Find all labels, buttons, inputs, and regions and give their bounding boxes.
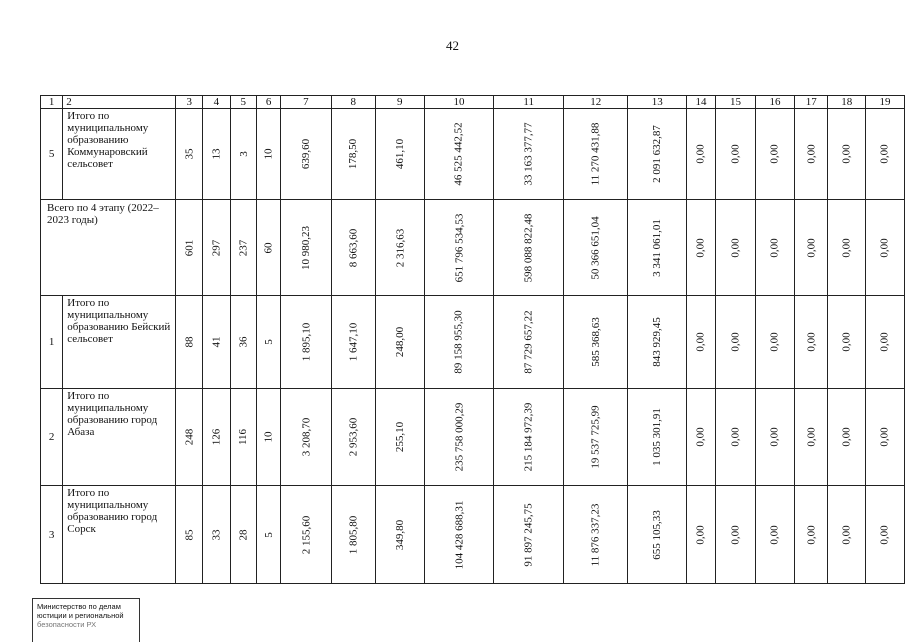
budget-table (40, 95, 905, 584)
value-cell (494, 200, 564, 296)
value-text: 33 (210, 529, 223, 540)
value-text: 248 (183, 428, 196, 446)
value-text: 3 (237, 151, 250, 157)
value-cell (866, 109, 905, 200)
value-text: 0,00 (805, 427, 818, 447)
value-cell (281, 109, 331, 200)
value-cell (257, 296, 281, 389)
value-text: 0,00 (694, 427, 707, 447)
value-cell (176, 109, 203, 200)
value-text: 11 270 431,88 (589, 122, 602, 186)
value-text: 0,00 (840, 144, 853, 164)
table-row (41, 200, 905, 296)
value-text: 0,00 (805, 144, 818, 164)
value-cell (715, 109, 755, 200)
header-cell: 15 (715, 96, 755, 109)
value-text: 0,00 (879, 144, 891, 164)
value-cell (376, 296, 425, 389)
value-text: 0,00 (840, 524, 853, 545)
header-cell: 1 (41, 96, 63, 109)
header-cell: 5 (230, 96, 257, 109)
value-text: 104 428 688,31 (452, 500, 465, 569)
value-text: 60 (262, 242, 275, 253)
value-text: 10 980,23 (299, 225, 312, 270)
value-text: 2 953,60 (347, 417, 360, 457)
value-cell (564, 296, 628, 389)
value-cell (794, 109, 828, 200)
value-text: 89 158 955,30 (452, 310, 465, 374)
value-text: 0,00 (805, 332, 818, 352)
value-text: 461,10 (393, 138, 406, 170)
value-cell (564, 486, 628, 584)
value-text: 88 (183, 336, 196, 348)
value-cell (281, 486, 331, 584)
value-text: 1 647,10 (347, 322, 360, 362)
value-cell (257, 389, 281, 486)
value-cell (628, 200, 687, 296)
value-cell (376, 109, 425, 200)
row-name: Итого по муниципальному образованию Бейский сельсовет (63, 296, 176, 389)
value-cell (828, 486, 866, 584)
value-text: 639,60 (299, 138, 312, 170)
value-text: 297 (210, 239, 223, 256)
value-text: 0,00 (879, 332, 891, 352)
value-text: 178,50 (347, 138, 360, 170)
table-row (41, 389, 905, 486)
value-text: 0,00 (769, 427, 782, 447)
value-cell (628, 389, 687, 486)
header-cell: 3 (176, 96, 203, 109)
value-cell (828, 200, 866, 296)
value-text: 36 (237, 336, 250, 348)
value-cell (376, 200, 425, 296)
value-text: 585 368,63 (589, 317, 602, 367)
value-cell (203, 109, 230, 200)
header-cell: 18 (828, 96, 866, 109)
value-cell (230, 486, 257, 584)
value-text: 0,00 (879, 524, 891, 545)
value-cell (424, 486, 494, 584)
value-text: 2 091 632,87 (651, 125, 664, 183)
value-cell (866, 486, 905, 584)
value-text: 0,00 (879, 427, 891, 447)
value-text: 11 876 337,23 (589, 503, 602, 566)
header-cell: 16 (756, 96, 795, 109)
row-name: Итого по муниципальному образованию город Сорск (63, 486, 176, 584)
value-text: 237 (237, 239, 250, 256)
value-text: 0,00 (729, 237, 742, 258)
value-cell (424, 389, 494, 486)
header-cell: 10 (424, 96, 494, 109)
value-cell (230, 296, 257, 389)
table-row (41, 486, 905, 584)
header-cell: 19 (866, 96, 905, 109)
value-cell (494, 296, 564, 389)
registration-stamp (32, 598, 140, 642)
value-text: 50 366 651,04 (589, 215, 602, 280)
value-text: 8 663,60 (347, 228, 360, 267)
value-cell (687, 389, 716, 486)
value-text: 0,00 (729, 144, 742, 164)
value-cell (756, 389, 795, 486)
value-cell (257, 200, 281, 296)
value-cell (866, 200, 905, 296)
header-row (41, 96, 905, 109)
value-cell (494, 109, 564, 200)
value-cell (628, 486, 687, 584)
value-cell (828, 389, 866, 486)
row-name: Итого по муниципальному образованию город Абаза (63, 389, 176, 486)
row-number: 5 (41, 109, 63, 200)
value-cell (715, 486, 755, 584)
value-text: 10 (262, 431, 275, 443)
value-text: 0,00 (840, 332, 853, 352)
stamp-line: Министерство по делам (37, 602, 121, 611)
value-cell (794, 486, 828, 584)
value-cell (564, 389, 628, 486)
value-text: 0,00 (769, 332, 782, 352)
value-text: 0,00 (694, 144, 707, 164)
value-cell (203, 296, 230, 389)
value-cell (176, 200, 203, 296)
value-text: 235 758 000,29 (452, 402, 465, 472)
value-cell (794, 389, 828, 486)
value-text: 0,00 (729, 524, 742, 545)
value-text: 13 (210, 148, 223, 160)
value-text: 0,00 (805, 237, 818, 258)
value-cell (628, 109, 687, 200)
header-cell: 17 (794, 96, 828, 109)
value-text: 5 (262, 339, 275, 345)
value-cell (331, 486, 376, 584)
value-cell (866, 389, 905, 486)
value-cell (331, 200, 376, 296)
header-cell: 6 (257, 96, 281, 109)
table-row (41, 109, 905, 200)
value-text: 33 163 377,77 (522, 122, 535, 186)
value-cell (176, 486, 203, 584)
value-text: 3 208,70 (299, 417, 312, 457)
value-cell (756, 200, 795, 296)
value-cell (715, 389, 755, 486)
value-cell (203, 389, 230, 486)
page-number: 42 (446, 38, 459, 53)
value-text: 843 929,45 (651, 317, 664, 367)
value-text: 0,00 (840, 237, 853, 258)
value-text: 3 341 061,01 (651, 218, 664, 277)
value-text: 85 (183, 529, 196, 540)
value-cell (628, 296, 687, 389)
value-text: 91 897 245,75 (522, 502, 535, 567)
value-cell (794, 296, 828, 389)
value-cell (494, 389, 564, 486)
value-cell (376, 486, 425, 584)
value-cell (828, 296, 866, 389)
value-cell (257, 486, 281, 584)
value-cell (230, 389, 257, 486)
value-text: 0,00 (694, 524, 707, 545)
header-cell: 13 (628, 96, 687, 109)
header-cell: 11 (494, 96, 564, 109)
value-text: 0,00 (694, 237, 707, 258)
value-text: 349,80 (393, 519, 406, 550)
value-text: 2 155,60 (299, 515, 312, 554)
value-text: 28 (237, 529, 250, 540)
value-text: 655 105,33 (651, 509, 664, 560)
row-number: 1 (41, 296, 63, 389)
value-cell (203, 486, 230, 584)
value-text: 5 (262, 531, 275, 538)
value-text: 215 184 972,39 (522, 402, 535, 472)
total-label: Всего по 4 этапу (2022–2023 годы) (41, 200, 176, 296)
value-cell (564, 109, 628, 200)
value-cell (281, 389, 331, 486)
value-cell (794, 200, 828, 296)
table-row (41, 296, 905, 389)
value-text: 10 (262, 148, 275, 160)
value-cell (331, 109, 376, 200)
row-number: 2 (41, 389, 63, 486)
stamp-line: безопасности РХ (37, 620, 97, 629)
value-cell (424, 109, 494, 200)
value-cell (230, 109, 257, 200)
header-cell: 12 (564, 96, 628, 109)
value-cell (866, 296, 905, 389)
value-cell (257, 109, 281, 200)
header-cell: 2 (63, 96, 176, 109)
value-cell (715, 200, 755, 296)
value-text: 651 796 534,53 (452, 213, 465, 282)
value-text: 35 (183, 148, 196, 160)
value-text: 248,00 (393, 326, 406, 358)
value-text: 116 (237, 428, 250, 446)
value-cell (230, 200, 257, 296)
value-text: 19 537 725,99 (589, 405, 602, 469)
value-text: 255,10 (393, 421, 406, 453)
value-text: 1 805,80 (347, 515, 360, 554)
value-cell (203, 200, 230, 296)
value-cell (176, 389, 203, 486)
value-text: 41 (210, 336, 223, 348)
value-cell (756, 486, 795, 584)
value-text: 46 525 442,52 (452, 122, 465, 186)
value-cell (331, 389, 376, 486)
stamp-line: юстиции и региональной (37, 611, 124, 620)
value-text: 0,00 (729, 332, 742, 352)
value-cell (756, 109, 795, 200)
value-cell (424, 296, 494, 389)
header-cell: 14 (687, 96, 716, 109)
value-cell (687, 200, 716, 296)
header-cell: 4 (203, 96, 230, 109)
value-text: 598 088 822,48 (522, 213, 535, 282)
value-text: 0,00 (805, 524, 818, 545)
header-cell: 8 (331, 96, 376, 109)
value-cell (687, 109, 716, 200)
value-cell (494, 486, 564, 584)
value-text: 0,00 (840, 427, 853, 447)
value-text: 2 316,63 (393, 228, 406, 267)
value-text: 0,00 (769, 237, 782, 258)
value-text: 601 (183, 239, 196, 256)
value-text: 0,00 (769, 144, 782, 164)
value-cell (756, 296, 795, 389)
value-cell (687, 296, 716, 389)
value-cell (331, 296, 376, 389)
value-text: 87 729 657,22 (522, 310, 535, 374)
value-cell (687, 486, 716, 584)
row-name: Итого по муниципальному образованию Коммунаровский сельсовет (63, 109, 176, 200)
value-text: 1 035 301,91 (651, 408, 664, 466)
header-cell: 7 (281, 96, 331, 109)
value-cell (281, 200, 331, 296)
value-cell (424, 200, 494, 296)
value-cell (828, 109, 866, 200)
value-cell (176, 296, 203, 389)
value-cell (376, 389, 425, 486)
value-cell (281, 296, 331, 389)
row-number: 3 (41, 486, 63, 584)
value-text: 0,00 (694, 332, 707, 352)
value-text: 0,00 (879, 237, 891, 258)
value-text: 0,00 (769, 524, 782, 545)
value-text: 1 895,10 (299, 322, 312, 362)
value-cell (715, 296, 755, 389)
value-text: 0,00 (729, 427, 742, 447)
value-text: 126 (210, 428, 223, 446)
header-cell: 9 (376, 96, 425, 109)
value-cell (564, 200, 628, 296)
